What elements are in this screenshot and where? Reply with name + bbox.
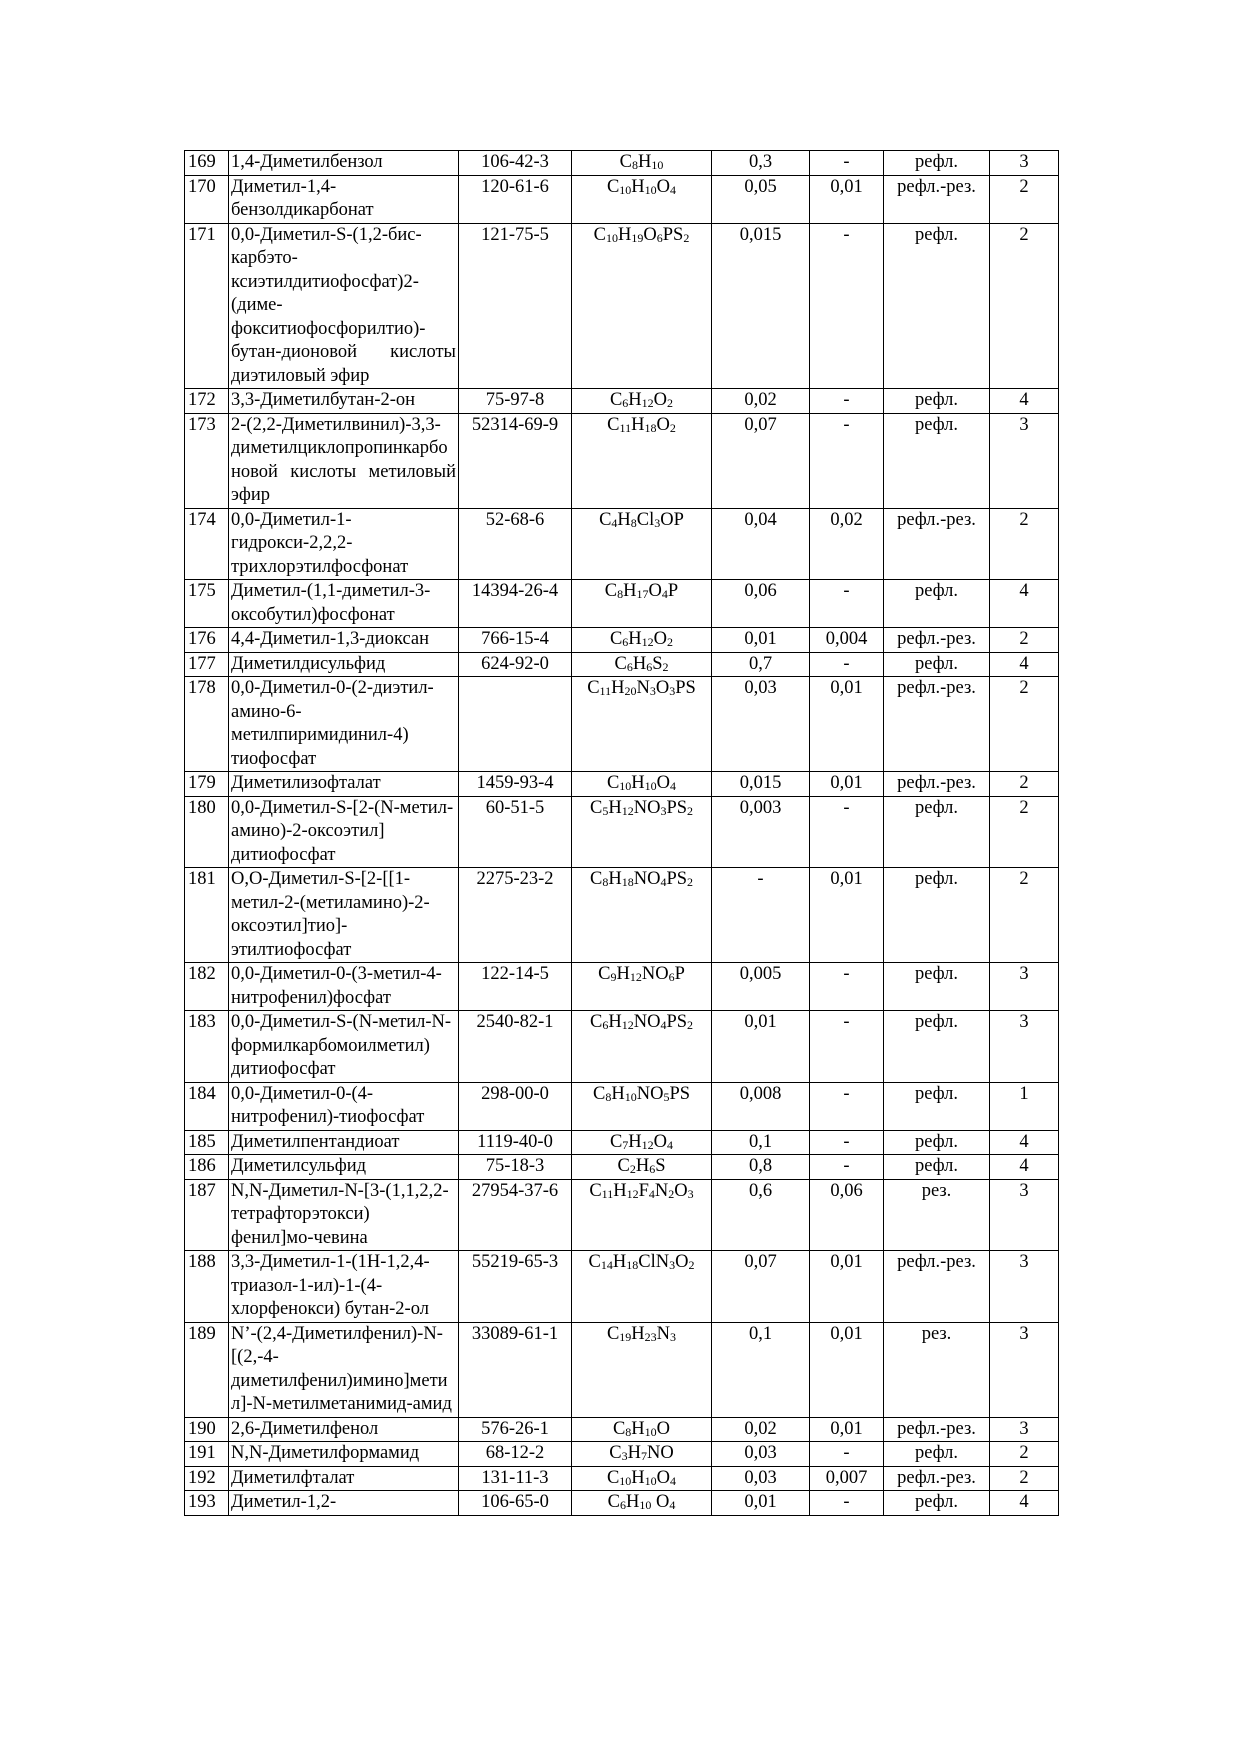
table-row (185, 1130, 1059, 1155)
hazard-class: 3 (990, 1417, 1059, 1442)
substance-name: Диметилпентандиоат (229, 1130, 459, 1155)
row-number: 188 (185, 1251, 229, 1323)
avg-daily-concentration: - (810, 580, 884, 628)
hazard-indicator: рефл. (884, 652, 990, 677)
substance-name: Диметил-1,2- (229, 1491, 459, 1516)
row-number: 181 (185, 868, 229, 963)
chemical-formula: $C_{11}H_{20}N_3O_3PS$ (572, 677, 712, 772)
cas-number: 122-14-5 (459, 963, 572, 1011)
table-row (185, 1442, 1059, 1467)
hazard-class: 3 (990, 1179, 1059, 1251)
avg-daily-concentration: 0,007 (810, 1466, 884, 1491)
substance-name: N’-(2,4-Диметилфенил)-N-[(2,-4-диметилфенил)имино]метил]-N-метилметанимид-амид (229, 1322, 459, 1417)
chemical-formula: $C_8H_{10}O$ (572, 1417, 712, 1442)
avg-daily-concentration: - (810, 389, 884, 414)
table-row (185, 1011, 1059, 1083)
hazard-class: 3 (990, 1322, 1059, 1417)
table-row (185, 963, 1059, 1011)
substance-name: 0,0-Диметил-S-[2-(N-метил-амино)-2-оксоэтил] дитиофосфат (229, 796, 459, 868)
hazard-class: 3 (990, 963, 1059, 1011)
table-row (185, 796, 1059, 868)
avg-daily-concentration: - (810, 1442, 884, 1467)
avg-daily-concentration: 0,01 (810, 1322, 884, 1417)
row-number: 189 (185, 1322, 229, 1417)
max-single-concentration: 0,07 (712, 413, 810, 508)
substance-name: N,N-Диметилформамид (229, 1442, 459, 1467)
avg-daily-concentration: 0,01 (810, 772, 884, 797)
table-row (185, 580, 1059, 628)
table-row (185, 508, 1059, 580)
cas-number: 766-15-4 (459, 628, 572, 653)
avg-daily-concentration: 0,01 (810, 1417, 884, 1442)
cas-number (459, 677, 572, 772)
max-single-concentration: 0,05 (712, 175, 810, 223)
max-single-concentration: 0,01 (712, 1491, 810, 1516)
avg-daily-concentration: 0,06 (810, 1179, 884, 1251)
substance-name: N,N-Диметил-N-[3-(1,1,2,2-тетрафторэтокси) фенил]мо-чевина (229, 1179, 459, 1251)
max-single-concentration: 0,015 (712, 223, 810, 389)
cas-number: 68-12-2 (459, 1442, 572, 1467)
max-single-concentration: - (712, 868, 810, 963)
cas-number: 624-92-0 (459, 652, 572, 677)
cas-number: 33089-61-1 (459, 1322, 572, 1417)
substance-name: 2,6-Диметилфенол (229, 1417, 459, 1442)
hazard-indicator: рефл. (884, 580, 990, 628)
avg-daily-concentration: - (810, 1082, 884, 1130)
chemical-formula: $C_6H_{10}$ $O_4$ (572, 1491, 712, 1516)
hazard-class: 2 (990, 628, 1059, 653)
cas-number: 52314-69-9 (459, 413, 572, 508)
chemical-formula: $C_{11}H_{18}O_2$ (572, 413, 712, 508)
substance-name: 0,0-Диметил-0-(4-нитрофенил)-тиофосфат (229, 1082, 459, 1130)
chemical-formula: $C_{11}H_{12}F_4N_2O_3$ (572, 1179, 712, 1251)
hazard-class: 2 (990, 175, 1059, 223)
row-number: 187 (185, 1179, 229, 1251)
chemical-formula: $C_4H_8Cl_3OP$ (572, 508, 712, 580)
chemical-formula: $C_8H_{10}$ (572, 151, 712, 176)
substance-name: Диметил-(1,1-диметил-3-оксобутил)фосфонат (229, 580, 459, 628)
hazard-indicator: рефл.-рез. (884, 772, 990, 797)
max-single-concentration: 0,01 (712, 1011, 810, 1083)
hazard-indicator: рефл. (884, 413, 990, 508)
max-single-concentration: 0,01 (712, 628, 810, 653)
hazard-class: 2 (990, 796, 1059, 868)
cas-number: 106-42-3 (459, 151, 572, 176)
substance-name: Диметилсульфид (229, 1155, 459, 1180)
chemical-formula: $C_9H_{12}NO_6P$ (572, 963, 712, 1011)
row-number: 184 (185, 1082, 229, 1130)
chemical-formula: $C_{19}H_{23}N_3$ (572, 1322, 712, 1417)
max-single-concentration: 0,8 (712, 1155, 810, 1180)
substance-table (184, 150, 1059, 1516)
substance-name: 0,0-Диметил-1-гидрокси-2,2,2-трихлорэтилфосфонат (229, 508, 459, 580)
substance-name: 2-(2,2-Диметилвинил)-3,3-диметилциклопропинкарбоновой кислоты метиловый эфир (229, 413, 459, 508)
row-number: 193 (185, 1491, 229, 1516)
max-single-concentration: 0,008 (712, 1082, 810, 1130)
max-single-concentration: 0,03 (712, 677, 810, 772)
substance-name: Диметилдисульфид (229, 652, 459, 677)
chemical-formula: $C_{10}H_{10}O_4$ (572, 175, 712, 223)
hazard-class: 2 (990, 1466, 1059, 1491)
hazard-indicator: рез. (884, 1179, 990, 1251)
chemical-formula: $C_8H_{18}NO_4PS_2$ (572, 868, 712, 963)
avg-daily-concentration: - (810, 1011, 884, 1083)
substance-name: 3,3-Диметил-1-(1Н-1,2,4-триазол-1-ил)-1-(4-хлорфенокси) бутан-2-ол (229, 1251, 459, 1323)
avg-daily-concentration: - (810, 796, 884, 868)
hazard-class: 2 (990, 868, 1059, 963)
row-number: 192 (185, 1466, 229, 1491)
table-row (185, 1322, 1059, 1417)
substance-name: 0,0-Диметил-S-(1,2-бис-карбэто-ксиэтилдитиофосфат)2-(диме-фокситиофосфорилтио)-бутан-дионовой кислоты диэтиловый эфир (229, 223, 459, 389)
hazard-indicator: рефл. (884, 1082, 990, 1130)
row-number: 191 (185, 1442, 229, 1467)
avg-daily-concentration: - (810, 963, 884, 1011)
avg-daily-concentration: - (810, 413, 884, 508)
hazard-class: 2 (990, 677, 1059, 772)
hazard-class: 4 (990, 389, 1059, 414)
max-single-concentration: 0,02 (712, 1417, 810, 1442)
cas-number: 1459-93-4 (459, 772, 572, 797)
table-row (185, 151, 1059, 176)
avg-daily-concentration: 0,01 (810, 175, 884, 223)
chemical-formula: $C_{14}H_{18}ClN_3O_2$ (572, 1251, 712, 1323)
hazard-indicator: рефл.-рез. (884, 508, 990, 580)
avg-daily-concentration: 0,01 (810, 1251, 884, 1323)
hazard-class: 3 (990, 151, 1059, 176)
cas-number: 60-51-5 (459, 796, 572, 868)
hazard-indicator: рефл.-рез. (884, 1466, 990, 1491)
table-row (185, 389, 1059, 414)
max-single-concentration: 0,1 (712, 1130, 810, 1155)
max-single-concentration: 0,03 (712, 1466, 810, 1491)
chemical-formula: $C_{10}H_{19}O_6PS_2$ (572, 223, 712, 389)
cas-number: 27954-37-6 (459, 1179, 572, 1251)
hazard-class: 4 (990, 1155, 1059, 1180)
avg-daily-concentration: 0,004 (810, 628, 884, 653)
max-single-concentration: 0,03 (712, 1442, 810, 1467)
max-single-concentration: 0,005 (712, 963, 810, 1011)
chemical-formula: $C_8H_{17}O_4P$ (572, 580, 712, 628)
row-number: 171 (185, 223, 229, 389)
substance-name: 3,3-Диметилбутан-2-он (229, 389, 459, 414)
hazard-class: 3 (990, 413, 1059, 508)
hazard-class: 2 (990, 223, 1059, 389)
hazard-indicator: рефл. (884, 223, 990, 389)
chemical-formula: $C_2H_6S$ (572, 1155, 712, 1180)
table-row (185, 1082, 1059, 1130)
hazard-class: 4 (990, 580, 1059, 628)
chemical-formula: $C_{10}H_{10}O_4$ (572, 1466, 712, 1491)
row-number: 179 (185, 772, 229, 797)
table-row (185, 628, 1059, 653)
hazard-class: 2 (990, 772, 1059, 797)
hazard-indicator: рефл. (884, 868, 990, 963)
chemical-formula: $C_5H_{12}NO_3PS_2$ (572, 796, 712, 868)
chemical-formula: $C_{10}H_{10}O_4$ (572, 772, 712, 797)
hazard-class: 4 (990, 652, 1059, 677)
substance-name: 0,0-Диметил-0-(3-метил-4-нитрофенил)фосфат (229, 963, 459, 1011)
hazard-indicator: рефл. (884, 1155, 990, 1180)
cas-number: 52-68-6 (459, 508, 572, 580)
substance-name: 0,0-Диметил-S-(N-метил-N-формилкарбомоилметил) дитиофосфат (229, 1011, 459, 1083)
hazard-indicator: рефл. (884, 1011, 990, 1083)
table-row (185, 1466, 1059, 1491)
avg-daily-concentration: 0,01 (810, 677, 884, 772)
cas-number: 131-11-3 (459, 1466, 572, 1491)
chemical-formula: $C_6H_{12}NO_4PS_2$ (572, 1011, 712, 1083)
hazard-class: 3 (990, 1251, 1059, 1323)
max-single-concentration: 0,7 (712, 652, 810, 677)
table-row (185, 1155, 1059, 1180)
hazard-indicator: рефл. (884, 796, 990, 868)
max-single-concentration: 0,003 (712, 796, 810, 868)
hazard-class: 1 (990, 1082, 1059, 1130)
max-single-concentration: 0,6 (712, 1179, 810, 1251)
substance-name: Диметилизофталат (229, 772, 459, 797)
table-row (185, 652, 1059, 677)
avg-daily-concentration: 0,02 (810, 508, 884, 580)
substance-name: 0,0-Диметил-0-(2-диэтил-амино-6-метилпиримидинил-4) тиофосфат (229, 677, 459, 772)
hazard-indicator: рефл.-рез. (884, 1417, 990, 1442)
cas-number: 120-61-6 (459, 175, 572, 223)
avg-daily-concentration: 0,01 (810, 868, 884, 963)
row-number: 170 (185, 175, 229, 223)
table-row (185, 1491, 1059, 1516)
row-number: 182 (185, 963, 229, 1011)
hazard-class: 4 (990, 1130, 1059, 1155)
max-single-concentration: 0,07 (712, 1251, 810, 1323)
row-number: 180 (185, 796, 229, 868)
row-number: 190 (185, 1417, 229, 1442)
avg-daily-concentration: - (810, 1491, 884, 1516)
hazard-class: 4 (990, 1491, 1059, 1516)
table-row (185, 1417, 1059, 1442)
row-number: 172 (185, 389, 229, 414)
hazard-indicator: рез. (884, 1322, 990, 1417)
substance-name: Диметилфталат (229, 1466, 459, 1491)
substance-name: Диметил-1,4-бензолдикарбонат (229, 175, 459, 223)
cas-number: 75-18-3 (459, 1155, 572, 1180)
chemical-formula: $C_3H_7NO$ (572, 1442, 712, 1467)
avg-daily-concentration: - (810, 652, 884, 677)
max-single-concentration: 0,015 (712, 772, 810, 797)
cas-number: 121-75-5 (459, 223, 572, 389)
hazard-indicator: рефл.-рез. (884, 175, 990, 223)
row-number: 173 (185, 413, 229, 508)
table-row (185, 223, 1059, 389)
max-single-concentration: 0,04 (712, 508, 810, 580)
hazard-indicator: рефл. (884, 389, 990, 414)
row-number: 186 (185, 1155, 229, 1180)
cas-number: 1119-40-0 (459, 1130, 572, 1155)
substance-name: 4,4-Диметил-1,3-диоксан (229, 628, 459, 653)
max-single-concentration: 0,02 (712, 389, 810, 414)
table-row (185, 1179, 1059, 1251)
hazard-indicator: рефл.-рез. (884, 1251, 990, 1323)
hazard-indicator: рефл. (884, 1491, 990, 1516)
max-single-concentration: 0,3 (712, 151, 810, 176)
table-row (185, 175, 1059, 223)
chemical-formula: $C_7H_{12}O_4$ (572, 1130, 712, 1155)
row-number: 177 (185, 652, 229, 677)
hazard-indicator: рефл. (884, 963, 990, 1011)
avg-daily-concentration: - (810, 1155, 884, 1180)
max-single-concentration: 0,06 (712, 580, 810, 628)
hazard-indicator: рефл. (884, 1130, 990, 1155)
hazard-indicator: рефл.-рез. (884, 677, 990, 772)
cas-number: 14394-26-4 (459, 580, 572, 628)
chemical-formula: $C_6H_{12}O_2$ (572, 389, 712, 414)
cas-number: 2540-82-1 (459, 1011, 572, 1083)
avg-daily-concentration: - (810, 223, 884, 389)
table-row (185, 413, 1059, 508)
substance-name: 1,4-Диметилбензол (229, 151, 459, 176)
row-number: 175 (185, 580, 229, 628)
chemical-formula: $C_6H_{12}O_2$ (572, 628, 712, 653)
hazard-indicator: рефл.-рез. (884, 628, 990, 653)
hazard-indicator: рефл. (884, 151, 990, 176)
max-single-concentration: 0,1 (712, 1322, 810, 1417)
avg-daily-concentration: - (810, 151, 884, 176)
table-row (185, 1251, 1059, 1323)
chemical-formula: $C_6H_6S_2$ (572, 652, 712, 677)
cas-number: 106-65-0 (459, 1491, 572, 1516)
table-row (185, 677, 1059, 772)
hazard-class: 2 (990, 1442, 1059, 1467)
avg-daily-concentration: - (810, 1130, 884, 1155)
table-row (185, 868, 1059, 963)
cas-number: 576-26-1 (459, 1417, 572, 1442)
cas-number: 298-00-0 (459, 1082, 572, 1130)
chemical-formula: $C_8H_{10}NO_5PS$ (572, 1082, 712, 1130)
row-number: 185 (185, 1130, 229, 1155)
row-number: 178 (185, 677, 229, 772)
row-number: 169 (185, 151, 229, 176)
hazard-class: 2 (990, 508, 1059, 580)
cas-number: 75-97-8 (459, 389, 572, 414)
row-number: 183 (185, 1011, 229, 1083)
cas-number: 55219-65-3 (459, 1251, 572, 1323)
substance-name: O,O-Диметил-S-[2-[[1-метил-2-(метиламино)-2-оксоэтил]тио]-этилтиофосфат (229, 868, 459, 963)
table-row (185, 772, 1059, 797)
hazard-indicator: рефл. (884, 1442, 990, 1467)
cas-number: 2275-23-2 (459, 868, 572, 963)
hazard-class: 3 (990, 1011, 1059, 1083)
row-number: 174 (185, 508, 229, 580)
row-number: 176 (185, 628, 229, 653)
